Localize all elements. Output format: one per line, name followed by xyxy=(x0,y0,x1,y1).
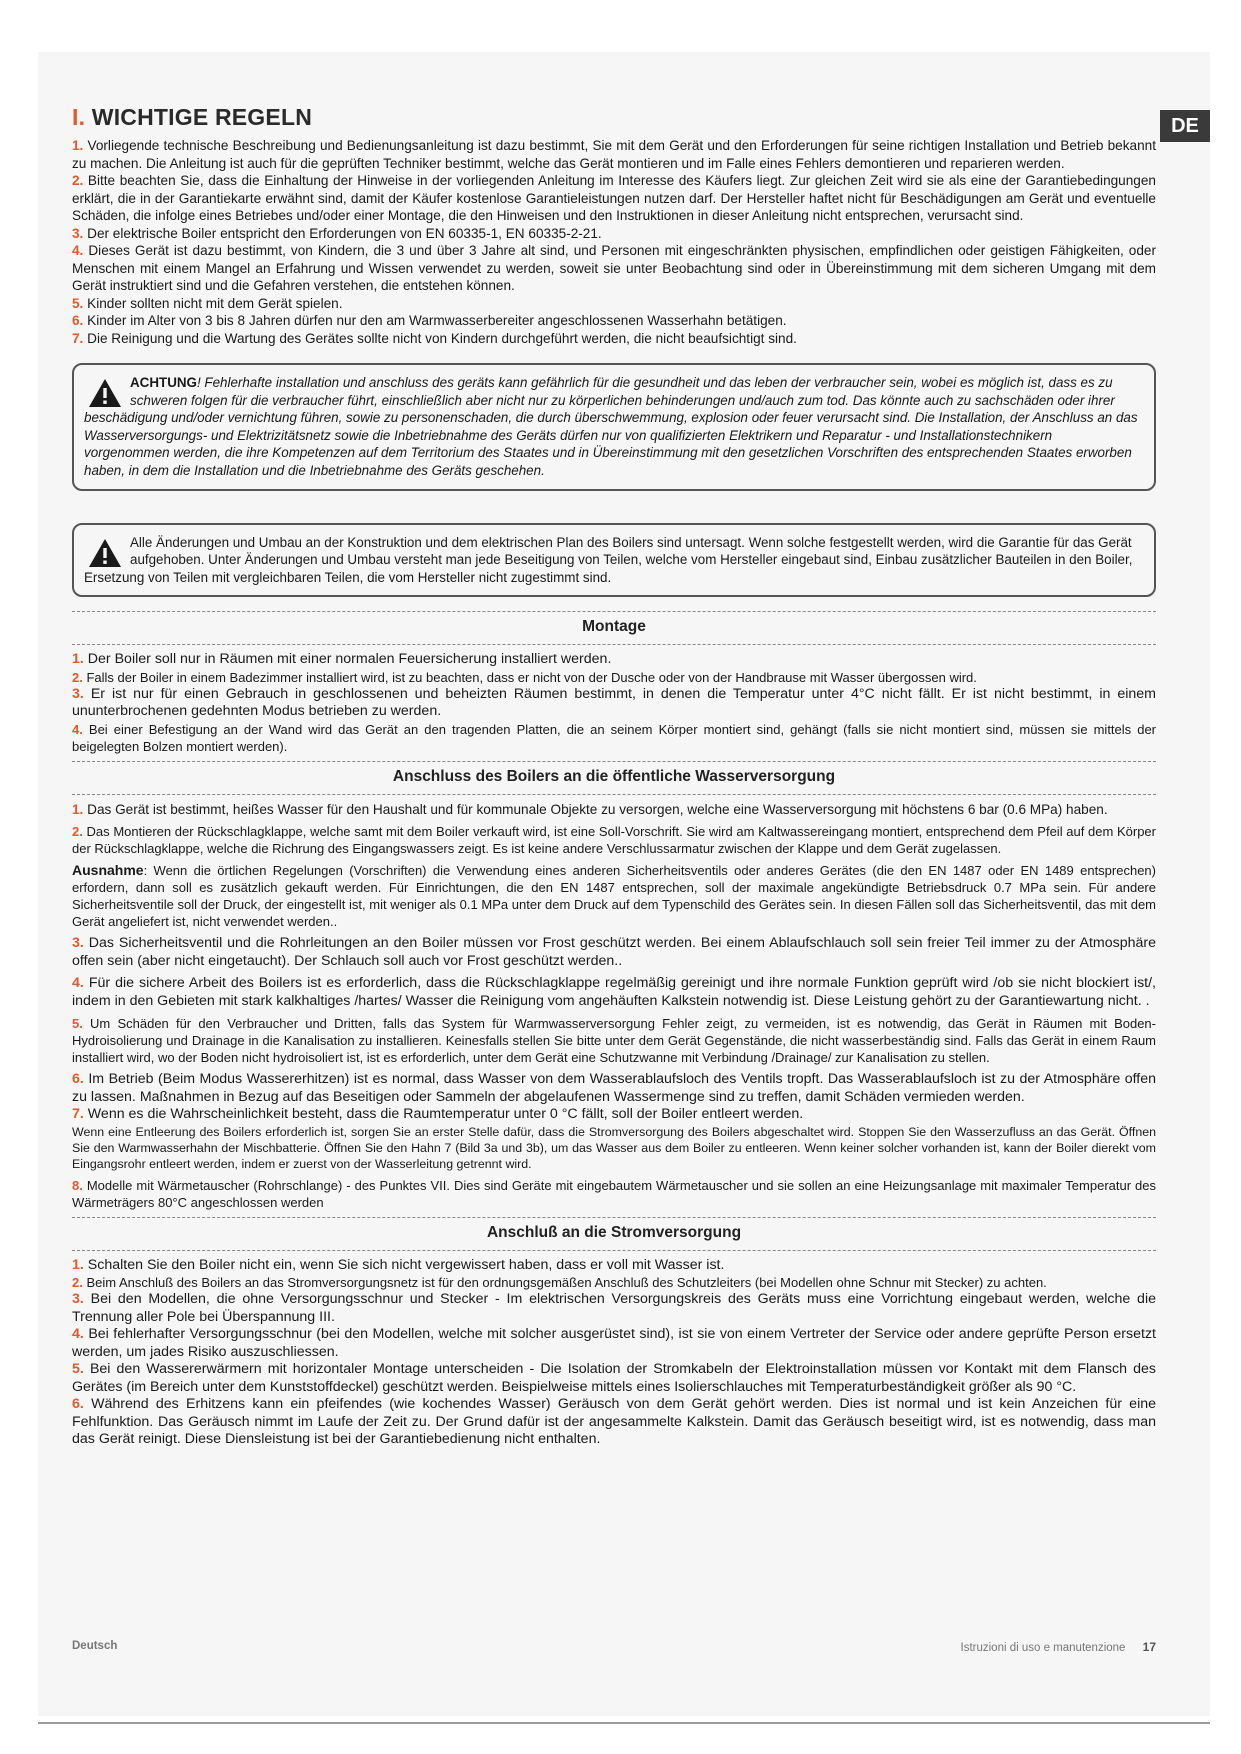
item-number: 3. xyxy=(72,685,84,702)
drain-instructions: Wenn eine Entleerung des Boilers erforderlich ist, sorgen Sie an erster Stelle dafür, dass die Stromversorgung des Boilers abgeschaltet wird. Stoppen Sie den Wasserzufluss an das Gerät. Öffnen Sie den Warmwasserhahn der Mischbatterie. Öffnen Sie den Hahn 7 (Bild 3a und 3b), um das Wasser aus dem Boiler zu entleeren. Wenn keiner solcher vorhanden ist, kann der Boiler dierekt vom Eingangsrohr entleert werden, indem er zuerst von der Wasserleitung getrennt wird. xyxy=(72,1124,1156,1171)
footer-language: Deutsch xyxy=(72,1640,118,1652)
warning-body: ! Fehlerhafte installation und anschluss des geräts kann gefährlich für die gesundheit und das leben der verbraucher sein, wobei es möglich ist, dass es zu schweren folgen für die verbraucher führt, einschließlich aber nicht nur zu körperlichen behinderungen und/auch zum tod. Das könnte auch zu sachschäden oder ihrer beschädigung und/oder vernichtung führen, sowie zu personenschaden, die durch überschwemmung, explosion oder feuer verursacht sind. Die Installation, der Anschluss an das Wasserversorgungs- und Elektrizitätsnetz sowie die Inbetriebnahme des Geräts dürfen nur von qualifizierten Elektrikern und Reparatur - und Installationstechnikern vorgenommen werden, die ihre Kompetenzen auf dem Territorium des Staates und in Übereinstimmung mit den gesetzlichen Vorschriften des entsprechenden Staates erworben haben, in dem die Installation und die Inbetriebnahme des Geräts geschehen. xyxy=(84,375,1138,478)
language-tab: DE xyxy=(1160,110,1210,142)
section-divider xyxy=(72,1217,1156,1218)
montage-item xyxy=(72,651,1156,669)
montage-item xyxy=(72,669,1156,686)
wasser-item xyxy=(72,823,1156,857)
strom-list xyxy=(72,1257,1156,1449)
rule-text: Vorliegende technische Beschreibung und Bedienungsanleitung ist dazu bestimmt, Sie mit dem Gerät und den Erforderungen für seine richtigen Installation und Betrieb bekannt zu machen. Die Anleitung ist auch für die geprüften Techniker bestimmt, welche das Gerät montieren und im Falle eines Fehlers demontieren und reparieren werden. xyxy=(72,138,1156,171)
warning-box-modifications xyxy=(72,523,1156,598)
strom-item xyxy=(72,1257,1156,1275)
item-number: 4. xyxy=(72,1326,84,1343)
warning-text xyxy=(84,374,1140,480)
bottom-rule xyxy=(38,1722,1210,1724)
item-number: 2. xyxy=(72,824,83,840)
item-text: Bei fehlerhafter Versorgungsschnur (bei den Modellen, welche mit solcher ausgerüstet sind), ist sie von einem Vertreter der Service oder andere geprüfte Person ersetzt werden, um jades Risiko auszuschliessen. xyxy=(72,1326,1156,1360)
rule-text: Bitte beachten Sie, dass die Einhaltung der Hinweise in der vorliegenden Anleitung im Interesse des Käufers liegt. Zur gleichen Zeit wird sie als eine der Garantiebedingungen erklärt, die in der Garantiekarte erwähnt sind, damit der Käufer kostenlose Garantieleistungen nutzen darf. Der Hersteller haftet nicht für Beschädigungen am Gerät und eventuelle Schäden, die infolge eines Betriebes und/oder einer Montage, die den Hinweisen und den Instruktionen in dieser Anleitung nicht entsprechen, verursacht sind. xyxy=(72,173,1156,223)
rule-number: 6. xyxy=(72,313,84,328)
page-footer xyxy=(72,1640,1156,1660)
section-divider xyxy=(72,794,1156,795)
strom-item xyxy=(72,1396,1156,1449)
item-number: 3. xyxy=(72,1291,84,1308)
item-text: Wenn es die Wahrscheinlichkeit besteht, dass die Raumtemperatur unter 0 °C fällt, soll der Boiler entleert werden. xyxy=(87,1106,804,1123)
warning-box-installation xyxy=(72,363,1156,491)
rule-item xyxy=(72,225,1156,243)
warning-lead: ACHTUNG xyxy=(130,375,197,390)
item-text: Er ist nur für einen Gebrauch in geschlossenen und beheizten Räumen bestimmt, in denen die Temperatur unter 4°C nicht fällt. Er ist nicht bestimmt, in einem ununterbrochenen gedehnten Modus betrieben zu werden. xyxy=(72,685,1156,720)
item-text: Falls der Boiler in einem Badezimmer installiert wird, ist zu beachten, dass er nicht von der Dusche oder von der Handbrause mit Wasser übergossen wird. xyxy=(86,669,977,685)
strom-item xyxy=(72,1291,1156,1326)
item-number: 6. xyxy=(72,1396,84,1413)
item-number: 1. xyxy=(72,651,84,668)
title-text: WICHTIGE REGELN xyxy=(91,104,313,130)
rule-item xyxy=(72,172,1156,225)
rule-text: Dieses Gerät ist dazu bestimmt, von Kindern, die 3 und über 3 Jahre alt sind, und Personen mit eingeschränkten physischen, empfindlichen oder geistigen Fähigkeiten, oder Menschen mit einem Mangel an Erfahrung und Wissen verwendet zu werden, soweit sie unter Beobachtung sind oder in Übereinstimmung mit dem sicheren Umgang mit dem Gerät instruktiert sind und die Gefahren verstehen, die entstehen können. xyxy=(72,243,1157,293)
item-text: Das Montieren der Rückschlagklappe, welche samt mit dem Boiler verkauft wird, ist eine Soll-Vorschrift. Sie wird am Kaltwassereingang montiert, entsprechend dem Pfeil auf dem Körper der Rückschlagklappe, welche die Richrung des Eingangswassers zeigt. Es ist keine andere Verschlussarmatur zwischen der Klappe und dem Gerät zugelassen. xyxy=(72,824,1156,857)
rule-text: Der elektrische Boiler entspricht den Erforderungen von EN 60335-1, EN 60335-2-21. xyxy=(87,225,602,241)
wasser-item xyxy=(72,935,1156,970)
wasser-item xyxy=(72,1071,1156,1106)
item-text: Um Schäden für den Verbraucher und Dritten, falls das System für Warmwasserversorgung Fehler zeigt, zu vermeiden, ist es notwendig, das Gerät in Räumen mit Boden-Hydroisolierung und Drainage in die Kanalisation zu installieren. Keinesfalls stellen Sie bitte unter dem Gerät Gegenstände, die nicht wasserbeständig sind. Falls das Gerät in einem Raum installiert wird, wo der Boden nicht hydroisoliert ist, ist es erforderlich, unter dem Gerät eine Schutzwanne mit Verbindung /Drainage/ zur Kanalisation zu stellen. xyxy=(72,1016,1156,1066)
item-text: Schalten Sie den Boiler nicht ein, wenn Sie sich nicht vergewissert haben, dass er voll mit Wasser ist. xyxy=(87,1256,725,1273)
strom-item xyxy=(72,1326,1156,1361)
title-number: I. xyxy=(72,104,86,130)
item-number: 4. xyxy=(72,721,83,737)
rule-number: 4. xyxy=(72,243,84,258)
section-divider xyxy=(72,611,1156,612)
rule-text: Kinder sollten nicht mit dem Gerät spielen. xyxy=(87,295,343,311)
item-number: 6. xyxy=(72,1071,84,1088)
exception-text: : Wenn die örtlichen Regelungen (Vorschriften) die Verwendung eines anderen Sicherheitsventils oder anderes Gerätes (die den EN 1487 oder EN 1489 entsprechen) erfordern, dann soll es zusätzlich gekauft werden. Für Einrichtungen, die den EN 1487 entsprechen, soll der maximale angekündigte Betriebsdruck 0.7 MPa sein. Für andere Sicherheitsventile soll der Druck, der eingestellt ist, mit weniger als 0.1 MPa unter dem Druck auf dem Typenschild des Gerätes sein. In diesen Fällen soll das Sicherheitsventil, das mit dem Gerät angeliefert ist, nicht verwendet werden.. xyxy=(72,863,1156,930)
strom-item xyxy=(72,1361,1156,1396)
warning-triangle-icon xyxy=(88,538,122,568)
footer-manual-title: Istruzioni di uso e manutenzione xyxy=(960,1642,1126,1654)
document-body xyxy=(72,104,1156,1449)
item-text: Das Gerät ist bestimmt, heißes Wasser für den Haushalt und für kommunale Objekte zu versorgen, welche eine Wasserversorgung mit höchstens 6 bar (0.6 MPa) haben. xyxy=(87,801,1108,817)
item-number: 2. xyxy=(72,669,83,685)
rules-list xyxy=(72,137,1156,347)
rule-text: Die Reinigung und die Wartung des Gerätes sollte nicht von Kindern durchgeführt werden, die nicht beaufsichtigt sind. xyxy=(87,330,797,346)
rule-number: 2. xyxy=(72,173,84,188)
item-number: 5. xyxy=(72,1016,83,1032)
section-divider xyxy=(72,644,1156,645)
wasser-item xyxy=(72,975,1156,1010)
item-text: Für die sichere Arbeit des Boilers ist es erforderlich, dass die Rückschlagklappe regelmäßig gereinigt und ihre normale Funktion geprüft wird /ob sie nicht blockiert ist/, indem in den Gebieten mit stark kalkhaltiges /hartes/ Wasser die Reinigung vom angehäuften Kalkstein notwendig ist. Diese Leistung gehört zu der Garantiewartung nicht. . xyxy=(72,975,1156,1009)
section-heading-strom: Anschluß an die Stromversorgung xyxy=(486,1223,742,1241)
item-number: 1. xyxy=(72,801,84,817)
montage-item xyxy=(72,721,1156,755)
rule-number: 5. xyxy=(72,295,84,311)
item-number: 7. xyxy=(72,1106,84,1123)
warning-triangle-icon xyxy=(88,378,122,408)
item-text: Bei den Modellen, die ohne Versorgungsschnur und Stecker - Im elektrischen Versorgungskreis des Geräts muss eine Vorrichtung eingebaut werden, welche die Trennung aller Pole bei Überspannung III. xyxy=(72,1291,1156,1325)
wasser-item xyxy=(72,1177,1156,1211)
page-title xyxy=(72,104,1156,131)
rule-number: 1. xyxy=(72,138,84,153)
item-number: 8. xyxy=(72,1177,83,1193)
wasser-list xyxy=(72,801,1156,1211)
exception-note xyxy=(72,862,1156,930)
wasser-item xyxy=(72,1106,1156,1124)
section-heading-wasser: Anschluss des Boilers an die öffentliche Wasserversorgung xyxy=(392,767,836,785)
section-divider xyxy=(72,761,1156,762)
strom-item xyxy=(72,1274,1156,1291)
section-heading-montage: Montage xyxy=(582,618,646,636)
rule-item xyxy=(72,330,1156,348)
item-text: Bei den Wassererwärmern mit horizontaler Montage unterscheiden - Die Isolation der Stromkabeln der Elektroinstallation müssen vor Kontakt mit dem Flansch des Gerätes (im Bereich unter dem Kunststoffdeckel) geschützt werden. Beispielweise mittels eines Isolierschlauches mit Temperaturbeständigkeit größer als 90 °C. xyxy=(72,1361,1156,1395)
item-number: 4. xyxy=(72,975,84,992)
rule-item xyxy=(72,295,1156,313)
rule-item xyxy=(72,137,1156,172)
rule-item xyxy=(72,312,1156,330)
montage-item xyxy=(72,686,1156,721)
item-number: 3. xyxy=(72,935,84,952)
item-number: 2. xyxy=(72,1275,83,1291)
rule-item xyxy=(72,242,1156,295)
wasser-item xyxy=(72,801,1156,819)
rule-number: 3. xyxy=(72,225,84,241)
page-number: 17 xyxy=(1142,1640,1156,1654)
warning-text: Alle Änderungen und Umbau an der Konstruktion und dem elektrischen Plan des Boilers sind untersagt. Wenn solche festgestellt werden, wird die Garantie für das Gerät aufgehoben. Unter Änderungen und Umbau versteht man jede Beseitigung von Teilen, welche vom Hersteller eingebaut sind, Einbau zusätzlicher Bauteilen in den Boiler, Ersetzung von Teilen mit vergleichbaren Teilen, die vom Hersteller nicht zugestimmt sind. xyxy=(84,534,1133,585)
footer-right xyxy=(961,1640,1157,1654)
wasser-item xyxy=(72,1015,1156,1066)
item-number: 1. xyxy=(72,1256,84,1273)
montage-list xyxy=(72,651,1156,755)
item-text: Modelle mit Wärmetauscher (Rohrschlange) - des Punktes VII. Dies sind Geräte mit eingebautem Wärmetauscher und sie sollen an eine Heizungsanlage mit maximaler Temperatur des Wärmeträgers 80°C angeschlossen werden xyxy=(72,1177,1156,1210)
item-text: Bei einer Befestigung an der Wand wird das Gerät an den tragenden Platten, die an seinem Körper montiert sind, gehängt (falls sie nicht montiert sind, müssen sie mittels der beigelegten Bolzen montiert werden). xyxy=(72,721,1156,754)
item-text: Beim Anschluß des Boilers an das Stromversorgungsnetz ist für den ordnungsgemäßen Anschluß des Schutzleiters (bei Modellen ohne Schnur mit Stecker) zu achten. xyxy=(86,1275,1047,1291)
exception-label: Ausnahme xyxy=(72,862,144,879)
item-text: Während des Erhitzens kann ein pfeifendes (wie kochendes Wasser) Geräusch von dem Gerät gehört werden. Dies ist normal und ist kein Anzeichen für eine Fehlfunktion. Das Geräusch nimmt im Laufe der Zeit zu. Der Grund dafür ist der angesammelte Kalkstein. Damit das Geräusch beseitigt wird, ist es notwendig, dass man das Gerät reinigt. Diese Diensleistung ist bei der Garantiebedienung nicht enthalten. xyxy=(72,1396,1157,1448)
rule-text: Kinder im Alter von 3 bis 8 Jahren dürfen nur den am Warmwasserbereiter angeschlossenen Wasserhahn betätigen. xyxy=(87,313,787,328)
item-text: Der Boiler soll nur in Räumen mit einer normalen Feuersicherung installiert werden. xyxy=(87,651,612,668)
item-text: Im Betrieb (Beim Modus Wassererhitzen) ist es normal, dass Wasser von dem Wasserablaufsloch des Ventils tropft. Das Wasserablaufsloch ist zu der Atmosphäre offen zu lassen. Maßnahmen in Bezug auf das Beseitigen oder Sammeln der abgelaufenen Wassermenge sind zu treffen, damit Schäden vermieden werden. xyxy=(72,1071,1156,1105)
item-number: 5. xyxy=(72,1361,84,1378)
section-divider xyxy=(72,1250,1156,1251)
rule-number: 7. xyxy=(72,330,84,346)
item-text: Das Sicherheitsventil und die Rohrleitungen an den Boiler müssen vor Frost geschützt werden. Bei einem Ablaufschlauch soll sein freier Teil immer zu der Atmosphäre offen sein (aber nicht eingetaucht). Der Schlauch soll auch vor Frost geschützt werden.. xyxy=(72,935,1156,969)
